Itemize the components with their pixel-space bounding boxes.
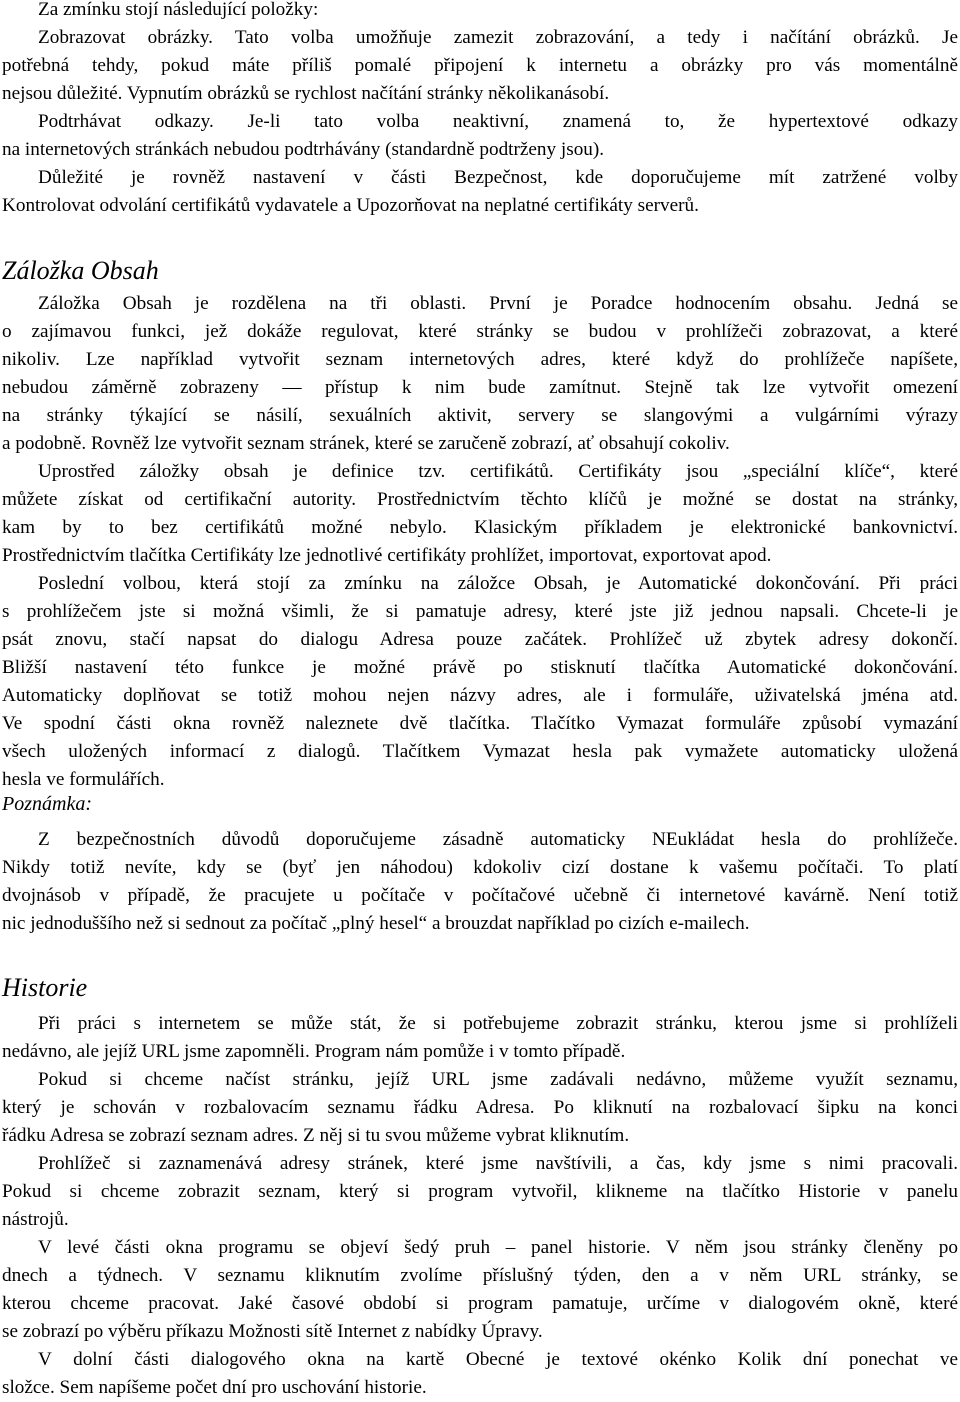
text-line: Nikdy totiž nevíte, kdy se (byť jen náhodou) kdokoliv cizí dostane k vašemu počítači. To platí (2, 857, 958, 878)
text-line: s prohlížečem jste si možná všimli, že si pamatuje adresy, které jste již jednou napsali. Chcete-li je (2, 601, 958, 622)
text-line: nebudou záměrně zobrazeny — přístup k nim bude zamítnut. Stejně tak lze vytvořit omezení (2, 377, 958, 398)
text-line: kam by to bez certifikátů možné nebylo. Klasickým příkladem je elektronické bankovnictví. (2, 517, 958, 538)
text-line: Poslední volbou, která stojí za zmínku na záložce Obsah, je Automatické dokončování. Při práci (38, 573, 958, 594)
text-line: na internetových stránkách nebudou podtrhávány (standardně podtrženy jsou). (2, 139, 605, 160)
text-line: na stránky týkající se násilí, sexuálních aktivit, servery se slangovými a vulgárními výrazy (2, 405, 958, 426)
text-line: kterou chceme pracovat. Jaké časové období si program pamatuje, určíme v dialogovém okně, které (2, 1293, 958, 1314)
text-line: nikoliv. Lze například vytvořit seznam internetových adres, které když do prohlížeče napíšete, (2, 349, 958, 370)
text-line: Automaticky doplňovat se totiž mohou nejen názvy adres, ale i formuláře, uživatelská jména atd. (2, 685, 958, 706)
text-line: Kontrolovat odvolání certifikátů vydavatele a Upozorňovat na neplatné certifikáty serverů. (2, 195, 699, 216)
text-line: V levé části okna programu se objeví šedý pruh – panel historie. V něm jsou stránky členěny po (38, 1237, 958, 1258)
text-line: řádku Adresa se zobrazí seznam adres. Z něj si tu svou můžeme vybrat kliknutím. (2, 1125, 630, 1146)
text-line: nástrojů. (2, 1209, 69, 1230)
text-line: o zajímavou funkci, jež dokáže regulovat, které stránky se budou v prohlížeči zobrazovat, a které (2, 321, 958, 342)
text-line: Pokud si chceme zobrazit seznam, který si program vytvořil, klikneme na tlačítko Historie v panelu (2, 1181, 958, 1202)
text-line: nejsou důležité. Vypnutím obrázků se rychlost načítání stránky několikanásobí. (2, 83, 610, 104)
text-line: Za zmínku stojí následující položky: (38, 0, 319, 20)
text-line: Pokud si chceme načíst stránku, jejíž URL jsme zadávali nedávno, můžeme využít seznamu, (38, 1069, 958, 1090)
text-line: psát znovu, stačí napsat do dialogu Adresa pouze začátek. Prohlížeč už zbytek adresy dokončí. (2, 629, 958, 650)
text-line: Při práci s internetem se může stát, že si potřebujeme zobrazit stránku, kterou jsme si prohlíželi (38, 1013, 958, 1034)
text-line: V dolní části dialogového okna na kartě Obecné je textové okénko Kolik dní ponechat ve (38, 1349, 958, 1370)
text-line: můžete získat od certifikační autority. Prostřednictvím těchto klíčů je možné se dostat na stránky, (2, 489, 958, 510)
text-line: se zobrazí po výběru příkazu Možnosti sítě Internet z nabídky Úpravy. (2, 1321, 543, 1342)
text-line: hesla ve formulářích. (2, 769, 165, 790)
text-line: Zobrazovat obrázky. Tato volba umožňuje zamezit zobrazování, a tedy i načítání obrázků. Je (38, 27, 958, 48)
heading-poznamka: Poznámka: (2, 793, 92, 815)
text-line: Z bezpečnostních důvodů doporučujeme zásadně automaticky NEukládat hesla do prohlížeče. (38, 829, 958, 850)
text-line: který je schován v rozbalovacím seznamu řádku Adresa. Po kliknutí na rozbalovací šipku na konci (2, 1097, 958, 1118)
heading-zalozka-obsah: Záložka Obsah (2, 256, 159, 285)
heading-historie: Historie (2, 973, 88, 1002)
text-line: Záložka Obsah je rozdělena na tři oblasti. První je Poradce hodnocením obsahu. Jedná se (38, 293, 958, 314)
text-line: dvojnásob v případě, že pracujete u počítače v počítačové učebně či internetové kavárně. Není totiž (2, 885, 958, 906)
text-line: Uprostřed záložky obsah je definice tzv. certifikátů. Certifikáty jsou „speciální klíče“, které (38, 461, 958, 482)
text-line: složce. Sem napíšeme počet dní pro uschování historie. (2, 1377, 427, 1398)
text-line: Ve spodní části okna rovněž naleznete dvě tlačítka. Tlačítko Vymazat formuláře způsobí vymazání (2, 713, 958, 734)
text-line: nic jednoduššího než si sednout za počítač „plný hesel“ a brouzdat například po cizích e-mailech. (2, 913, 750, 934)
text-line: a podobně. Rovněž lze vytvořit seznam stránek, které se zaručeně zobrazí, ať obsahují cokoliv. (2, 433, 730, 454)
text-line: nedávno, ale jejíž URL jsme zapomněli. Program nám pomůže i v tomto případě. (2, 1041, 626, 1062)
text-line: Podtrhávat odkazy. Je-li tato volba neaktivní, znamená to, že hypertextové odkazy (38, 111, 958, 132)
text-line: všech uložených informací z dialogů. Tlačítkem Vymazat hesla pak vymažete automaticky uložená (2, 741, 958, 762)
text-line: Důležité je rovněž nastavení v části Bezpečnost, kde doporučujeme mít zatržené volby (38, 167, 958, 188)
text-line: Bližší nastavení této funkce je možné právě po stisknutí tlačítka Automatické dokončování. (2, 657, 958, 678)
text-line: potřebná tehdy, pokud máte příliš pomalé připojení k internetu a obrázky pro vás momentálně (2, 55, 958, 76)
text-line: dnech a týdnech. V seznamu kliknutím zvolíme příslušný týden, den a v něm URL stránky, se (2, 1265, 958, 1286)
text-line: Prostřednictvím tlačítka Certifikáty lze jednotlivé certifikáty prohlížet, importovat, exportovat apod. (2, 545, 772, 566)
text-line: Prohlížeč si zaznamenává adresy stránek, které jsme navštívili, a čas, kdy jsme s nimi pracovali. (38, 1153, 958, 1174)
